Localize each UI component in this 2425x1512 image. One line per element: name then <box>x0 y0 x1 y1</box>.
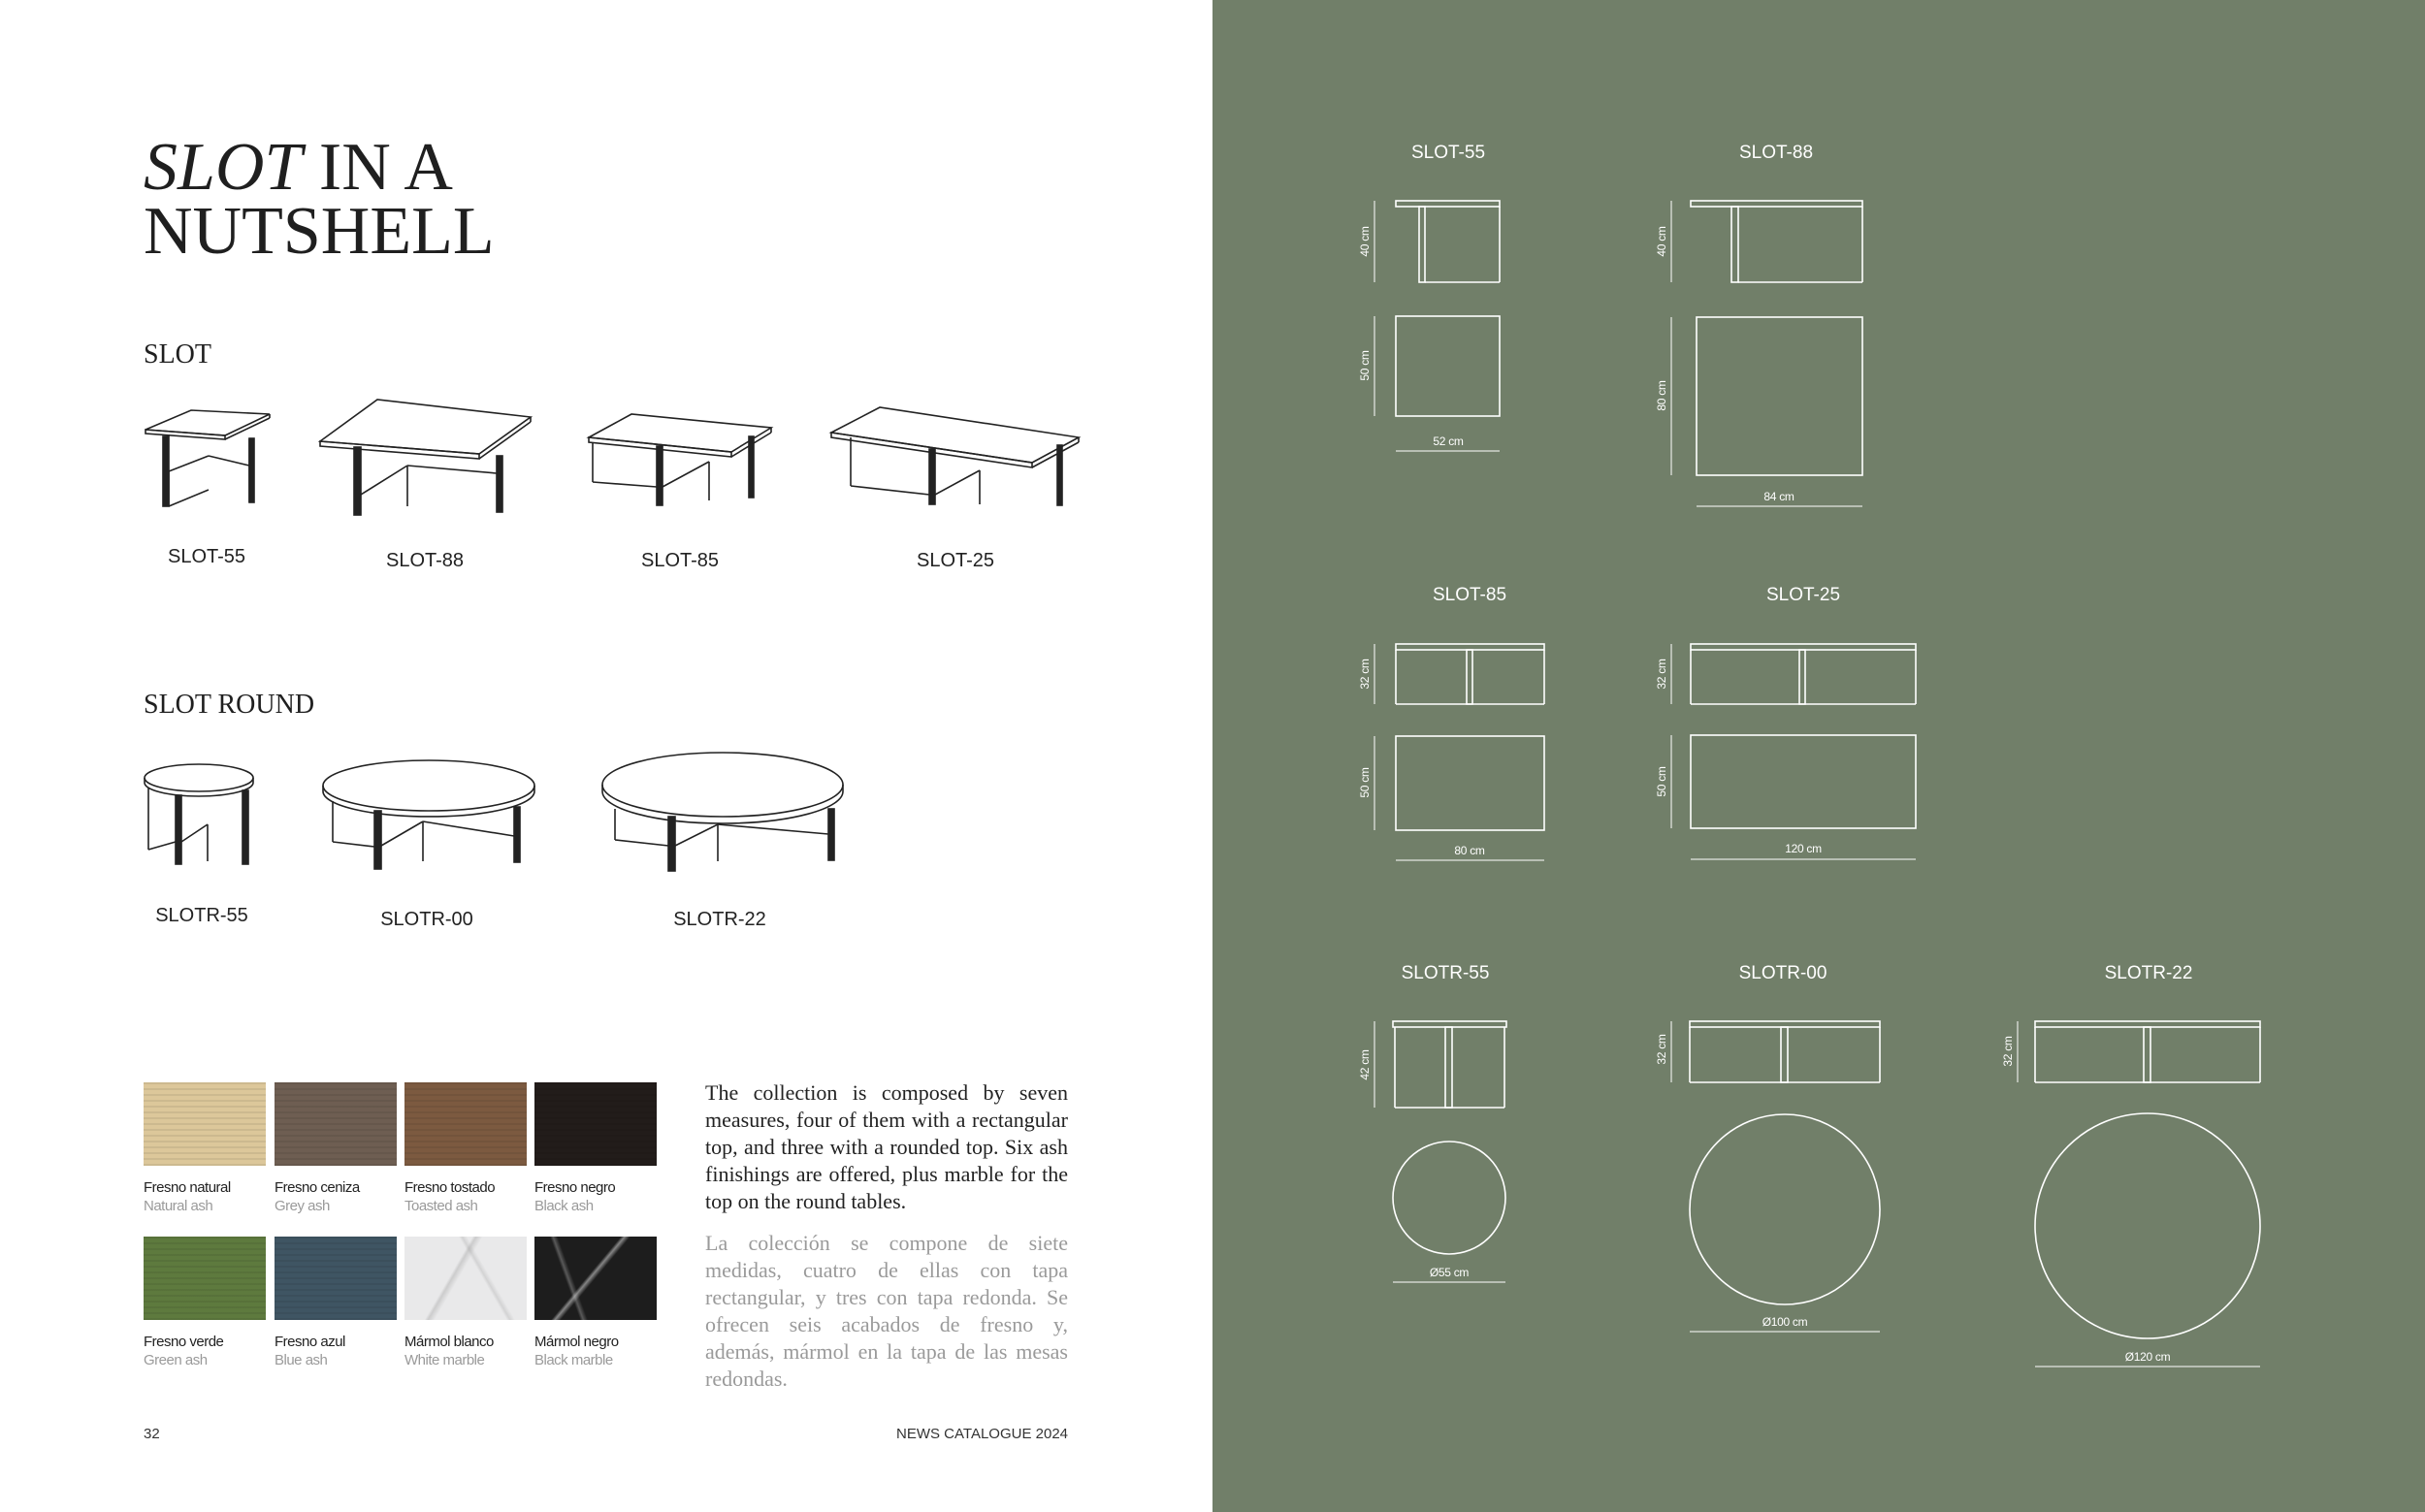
dim-width-slot-85: 80 cm <box>1454 844 1485 857</box>
drawing-slotr-00 <box>1671 1021 1880 1332</box>
dim-width-slot-55: 52 cm <box>1433 434 1464 448</box>
swatch-name: Fresno verde <box>144 1334 224 1350</box>
drawing-label-slot-55: SLOT-55 <box>1410 143 1486 163</box>
dim-depth-slot-85: 50 cm <box>1358 767 1372 798</box>
swatch-grey-ash <box>275 1082 397 1166</box>
drawing-label-slot-88: SLOT-88 <box>1738 143 1814 163</box>
swatch-name-english: White marble <box>404 1352 485 1368</box>
dim-diameter-slotr-22: Ø120 cm <box>2124 1350 2171 1364</box>
product-label-slot-25: SLOT-25 <box>916 550 995 571</box>
dim-height-slot-88: 40 cm <box>1655 226 1668 257</box>
description-spanish: La colección se compone de siete medidas, cuatro de ellas con tapa rectangular, y tres con tapa redonda. Se ofrecen seis acabados de fresno y, además, mármol en la tapa de las mesas redondas. <box>705 1231 1068 1391</box>
dim-depth-slot-55: 50 cm <box>1358 350 1372 381</box>
sketch-slotr-22 <box>602 753 843 871</box>
dim-depth-slot-25: 50 cm <box>1655 766 1668 797</box>
drawing-slotr-55 <box>1374 1021 1506 1282</box>
swatch-name: Fresno tostado <box>404 1179 496 1196</box>
drawing-slot-85 <box>1374 644 1544 860</box>
dim-height-slotr-55: 42 cm <box>1358 1049 1372 1080</box>
swatch-natural-ash <box>144 1082 266 1166</box>
section-heading-slot: SLOT <box>144 339 211 370</box>
swatch-name-english: Black ash <box>534 1198 594 1214</box>
dim-width-slot-88: 84 cm <box>1763 490 1794 503</box>
description-english: The collection is composed by seven measures, four of them with a rectangular top, and three with a rounded top. Six ash finishings are offered, plus marble for the top on the round tables. <box>705 1080 1068 1213</box>
page-title: SLOT IN A NUTSHELL <box>144 130 495 269</box>
drawing-slotr-22 <box>2018 1021 2260 1367</box>
swatch-blue-ash <box>275 1237 397 1320</box>
sketch-slotr-00 <box>323 760 534 869</box>
swatch-name: Fresno azul <box>275 1334 345 1350</box>
product-label-slot-55: SLOT-55 <box>167 546 246 567</box>
dim-depth-slot-88: 80 cm <box>1655 380 1668 411</box>
page-number: 32 <box>144 1426 160 1442</box>
swatch-name: Mármol blanco <box>404 1334 494 1350</box>
swatch-name-english: Green ash <box>144 1352 208 1368</box>
drawing-label-slotr-55: SLOTR-55 <box>1401 963 1490 983</box>
sketch-slot-88 <box>320 400 531 515</box>
dim-height-slot-55: 40 cm <box>1358 226 1372 257</box>
sketch-slot-55 <box>146 410 270 506</box>
left-page <box>0 0 1212 1512</box>
swatch-name-english: Black marble <box>534 1352 613 1368</box>
swatch-green-ash <box>144 1237 266 1320</box>
dim-height-slot-85: 32 cm <box>1358 659 1372 690</box>
swatch-black-ash <box>534 1082 657 1166</box>
drawing-slot-88 <box>1671 201 1862 506</box>
product-label-slot-85: SLOT-85 <box>640 550 720 571</box>
drawing-slot-25 <box>1671 644 1916 859</box>
dim-diameter-slotr-00: Ø100 cm <box>1762 1315 1808 1329</box>
swatch-name-english: Blue ash <box>275 1352 328 1368</box>
drawing-label-slot-25: SLOT-25 <box>1765 585 1841 605</box>
dim-diameter-slotr-55: Ø55 cm <box>1429 1266 1470 1279</box>
sketch-slotr-55 <box>145 764 253 864</box>
swatch-name: Fresno natural <box>144 1179 231 1196</box>
swatch-white-marble <box>404 1237 527 1320</box>
swatch-name: Fresno ceniza <box>275 1179 360 1196</box>
technical-drawings <box>1212 0 2425 1512</box>
swatch-name-english: Toasted ash <box>404 1198 478 1214</box>
drawing-label-slot-85: SLOT-85 <box>1432 585 1507 605</box>
dim-width-slot-25: 120 cm <box>1785 842 1822 855</box>
dim-height-slotr-22: 32 cm <box>2001 1036 2015 1067</box>
swatch-toasted-ash <box>404 1082 527 1166</box>
swatch-name-english: Grey ash <box>275 1198 330 1214</box>
swatch-name-english: Natural ash <box>144 1198 213 1214</box>
drawing-label-slotr-22: SLOTR-22 <box>2104 963 2193 983</box>
drawing-label-slotr-00: SLOTR-00 <box>1738 963 1827 983</box>
dim-height-slot-25: 32 cm <box>1655 659 1668 690</box>
section-heading-slot-round: SLOT ROUND <box>144 690 315 720</box>
drawing-slot-55 <box>1374 201 1500 451</box>
swatch-black-marble <box>534 1237 657 1320</box>
product-label-slot-88: SLOT-88 <box>385 550 465 571</box>
swatch-name: Mármol negro <box>534 1334 619 1350</box>
catalogue-name: NEWS CATALOGUE 2024 <box>896 1426 1068 1442</box>
product-label-slotr-00: SLOTR-00 <box>380 909 473 930</box>
right-page <box>1212 0 2425 1512</box>
product-label-slotr-22: SLOTR-22 <box>673 909 766 930</box>
product-sketches <box>0 0 1212 970</box>
dim-height-slotr-00: 32 cm <box>1655 1034 1668 1065</box>
sketch-slot-25 <box>831 407 1079 505</box>
swatch-name: Fresno negro <box>534 1179 616 1196</box>
sketch-slot-85 <box>589 414 771 505</box>
product-label-slotr-55: SLOTR-55 <box>155 905 248 926</box>
